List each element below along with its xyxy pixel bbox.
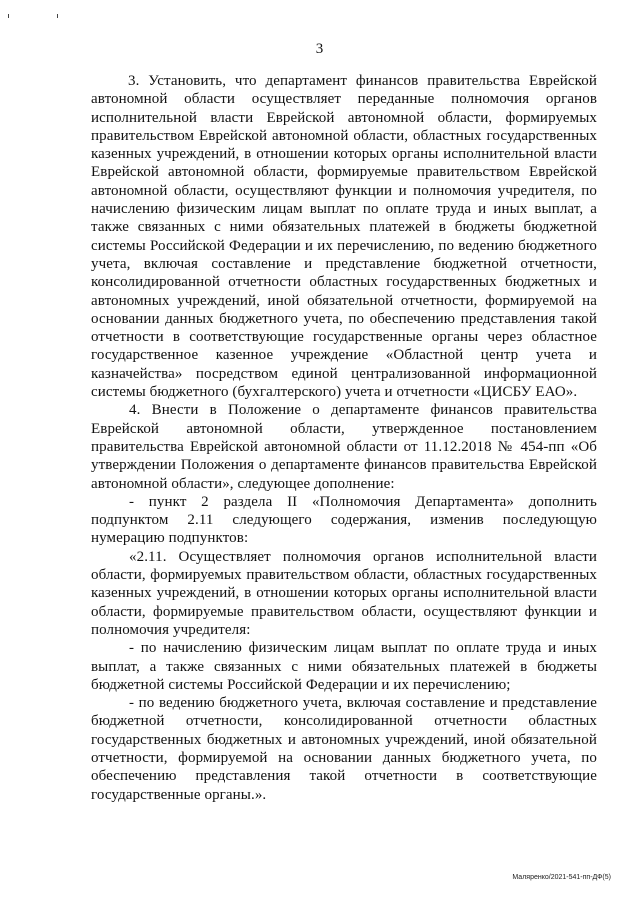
paragraph-accounting-item: - по ведению бюджетного учета, включая составление и представление бюджетной отчетности, консолидированной отчетности областных государственных бюджетных и автономных учреждений, иной обязательной отчетности, формируемой на основании данных бюджетного учета, по обеспечению представления такой отчетности в соответствующие государственные органы.». bbox=[91, 695, 597, 803]
page-number: 3 bbox=[315, 41, 324, 57]
document-footer-code: Маляренко/2021-541-пп-ДФ(5) bbox=[512, 874, 611, 881]
document-body bbox=[91, 72, 597, 804]
scan-mark-right bbox=[57, 14, 58, 18]
scan-mark-left bbox=[8, 14, 9, 18]
paragraph-payroll-item: - по начислению физическим лицам выплат по оплате труда и иных выплат, а также связанных с ними обязательных платежей в бюджеты бюджетной системы Российской Федерации и их перечислению; bbox=[91, 640, 597, 693]
paragraph-item-3: 3. Установить, что департамент финансов правительства Еврейской автономной области осуществляет переданные полномочия органов исполнительной власти Еврейской автономной области, формируемых правительством Еврейской автономной области, областных государственных казенных учреждений, в отношении которых органы исполнительной власти Еврейской автономной области, формируемые правительством Еврейской автономной области, осуществляют функции и полномочия учредителя, по начислению физическим лицам выплат по оплате труда и иных выплат, а также связанных с ними обязательных платежей в бюджеты бюджетной системы Российской Федерации и их перечислению, по ведению бюджетного учета, включая составление и представление бюджетной отчетности, консолидированной отчетности областных государственных бюджетных и автономных учреждений, иной обязательной отчетности, формируемой на основании данных бюджетного учета, по обеспечению представления такой отчетности в соответствующие государственные органы через областное государственное казенное учреждение «Областной центр учета и казначейства» посредством единой централизованной информационной системы бюджетного (бухгалтерского) учета и отчетности «ЦИСБУ ЕАО». bbox=[91, 73, 597, 401]
paragraph-item-4: 4. Внести в Положение о департаменте финансов правительства Еврейской автономной области, утвержденное постановлением правительства Еврейской автономной области от 11.12.2018 № 454-пп «Об утверждении Положения о департаменте финансов правительства Еврейской автономной области», следующее дополнение: bbox=[91, 402, 597, 492]
paragraph-quoted-2-11: «2.11. Осуществляет полномочия органов исполнительной власти области, формируемых правительством области, областных государственных казенных учреждений, в отношении которых органы исполнительной власти области, формируемые правительством области, осуществляют функции и полномочия учредителя: bbox=[91, 548, 597, 638]
paragraph-subpoint-amendment: - пункт 2 раздела II «Полномочия Департамента» дополнить подпунктом 2.11 следующего содержания, изменив последующую нумерацию подпунктов: bbox=[91, 493, 597, 547]
